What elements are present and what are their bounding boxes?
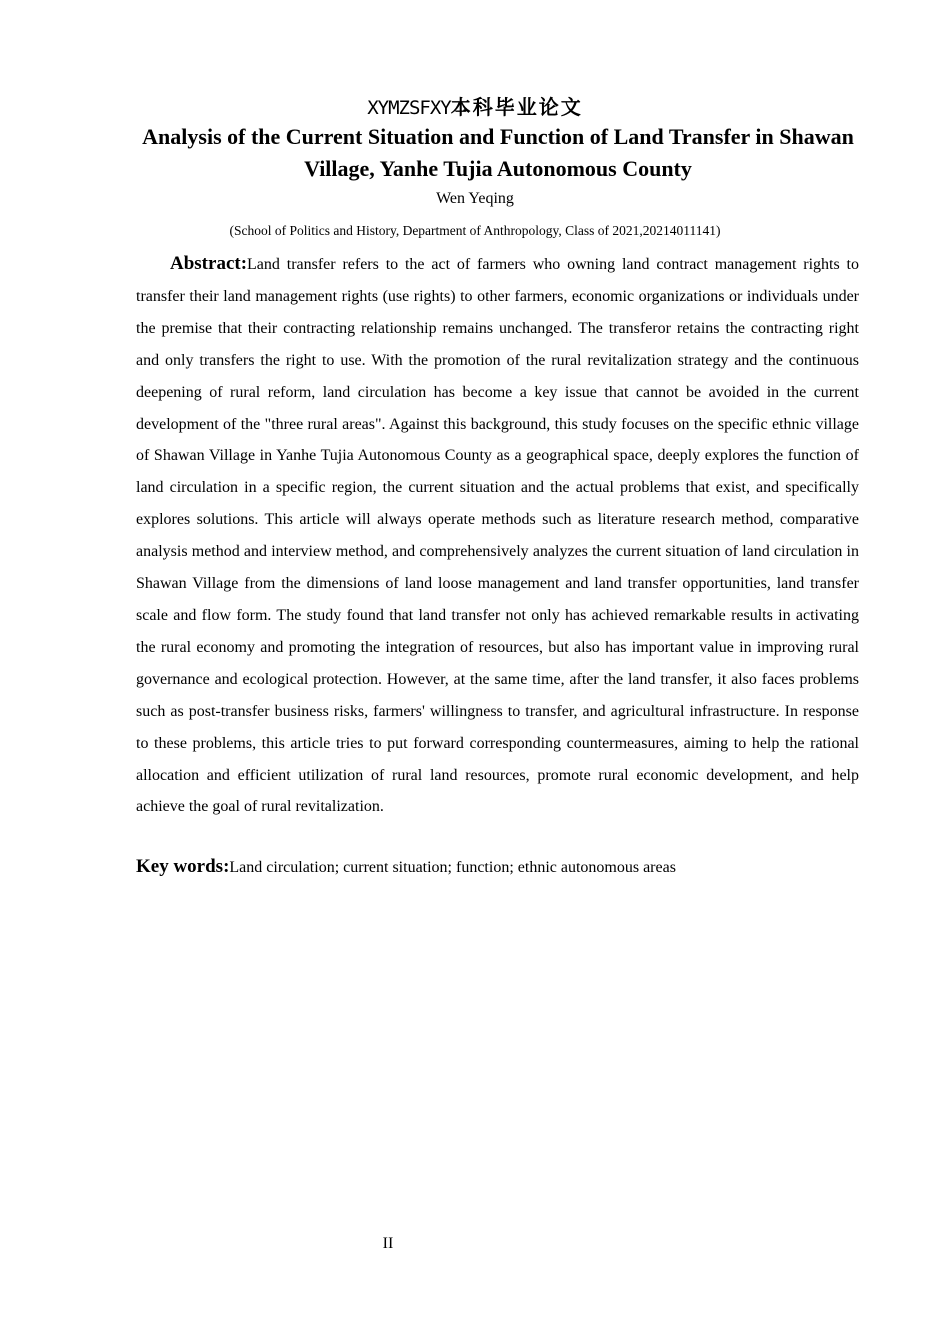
abstract-text: Land transfer refers to the act of farmers who owning land contract management rights to transfer their land management rights (use rights) to other farmers, economic organizations or individuals under the premise that their contracting relationship remains unchanged. The transferor retains the contracting right and only transfers the right to use. With the promotion of the rural revitalization strategy and the continuous deepening of rural reform, land circulation has become a key issue that cannot be avoided in the current development of the "three rural areas". Against this background, this study focuses on the specific ethnic village of Shawan Village in Yanhe Tujia Autonomous County as a geographical space, deeply explores the function of land circulation in a specific region, the current situation and the actual problems that exist, and specifically explores solutions. This article will always operate methods such as literature research method, comparative analysis method and interview method, and comprehensively analyzes the current situation of land circulation in Shawan Village from the dimensions of land loose management and land transfer opportunities, land transfer scale and flow form. The study found that land transfer not only has achieved remarkable results in activating the rural economy and promoting the integration of resources, but also has important value in improving rural governance and ecological protection. However, at the same time, after the land transfer, it also faces problems such as post-transfer business risks, farmers' willingness to transfer, and agricultural infrastructure. In response to these problems, this article tries to put forward corresponding countermeasures, aiming to help the rational allocation and efficient utilization of rural land resources, promote rural economic development, and help achieve the goal of rural revitalization. (136, 256, 859, 816)
keywords-paragraph (136, 852, 859, 883)
abstract-paragraph (136, 248, 859, 823)
header-latin-text: XYMZSFXY (367, 97, 451, 119)
keywords-label: Key words: (136, 856, 230, 877)
keywords-text: Land circulation; current situation; function; ethnic autonomous areas (229, 859, 676, 876)
paper-title: Analysis of the Current Situation and Function of Land Transfer in Shawan Village, Yanhe Tujia Autonomous County (142, 124, 854, 181)
header-cjk-text: 本科毕业论文 (450, 95, 583, 119)
abstract-label: Abstract: (170, 253, 248, 274)
author-name: Wen Yeqing (436, 190, 514, 207)
author-affiliation: (School of Politics and History, Department of Anthropology, Class of 2021,20214011141) (229, 223, 721, 238)
page-number: II (382, 1235, 394, 1252)
running-header (0, 93, 950, 122)
